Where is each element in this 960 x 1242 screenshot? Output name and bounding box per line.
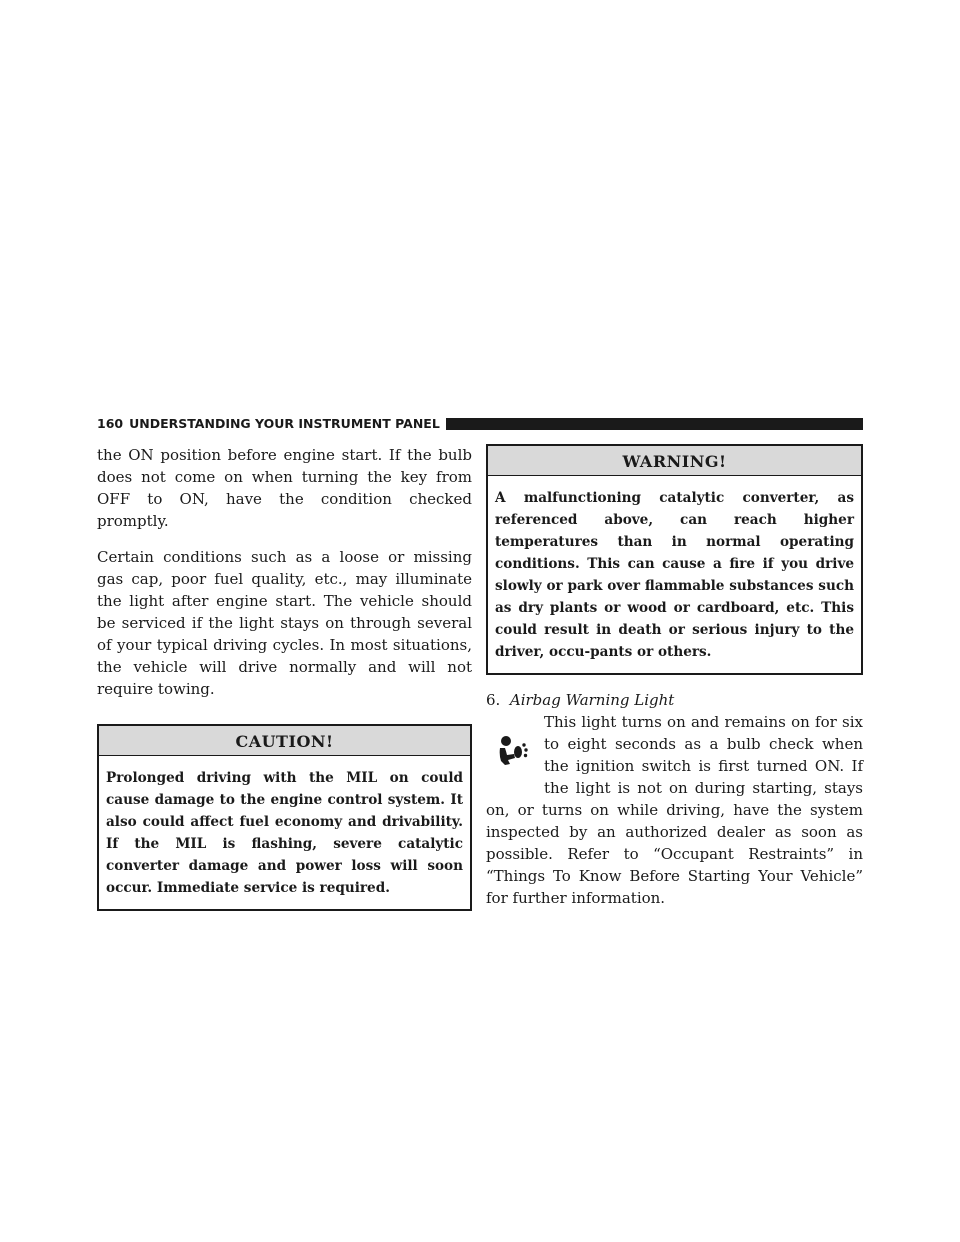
airbag-heading <box>486 689 863 711</box>
caution-title: CAUTION! <box>99 726 470 756</box>
right-column <box>486 444 863 909</box>
page-header <box>97 418 863 430</box>
warning-title: WARNING! <box>488 446 861 476</box>
page-number: 160 <box>97 416 124 431</box>
left-column <box>97 444 472 911</box>
header-rule <box>446 418 863 430</box>
body-paragraph: Certain conditions such as a loose or missing gas cap, poor fuel quality, etc., may illuminate the light after engine start. The vehicle should be serviced if the light stays on through several of your typical driving cycles. In most situations, the vehicle will drive normally and will not require towing. <box>97 548 472 698</box>
airbag-item-number: 6. <box>486 691 501 709</box>
airbag-section <box>486 689 863 909</box>
airbag-body: This light turns on and remains on for six to eight seconds as a bulb check when the ignition switch is first turned ON. If the light is not on during starting, stays on, or turns on while driving, have the system inspected by an authorized dealer as soon as possible. Refer to “Occupant Restraints” in “Things To Know Before Starting Your Vehicle” for further information. <box>486 713 863 907</box>
section-title: UNDERSTANDING YOUR INSTRUMENT PANEL <box>129 416 440 431</box>
airbag-warning-icon <box>486 711 538 789</box>
airbag-heading-text: Airbag Warning Light <box>509 691 675 709</box>
caution-box <box>97 724 472 911</box>
warning-box <box>486 444 863 675</box>
warning-body: A malfunctioning catalytic converter, as referenced above, can reach higher temperatures than in normal operating conditions. This can cause a fire if you drive slowly or park over flammable substances such as dry plants or wood or cardboard, etc. This could result in death or serious injury to the driver, occu-pants or others. <box>495 490 854 660</box>
airbag-body-block <box>486 711 863 909</box>
caution-body: Prolonged driving with the MIL on could cause damage to the engine control system. It also could affect fuel economy and drivability. If the MIL is flashing, severe catalytic converter damage and power loss will soon occur. Immediate service is required. <box>106 770 463 896</box>
body-paragraph: the ON position before engine start. If the bulb does not come on when turning the key from OFF to ON, have the condition checked promptly. <box>97 446 472 530</box>
